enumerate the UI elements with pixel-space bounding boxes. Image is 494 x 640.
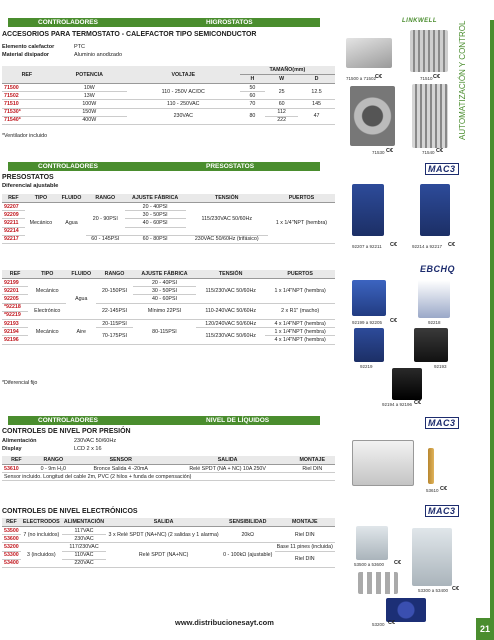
nivel-electronico-table [2,518,335,568]
table-cell: Agua [66,279,96,320]
table-cell: 20 - 40PSI [125,203,186,211]
table-cell: 20-115PSI [96,319,133,327]
heater-large-photo [412,84,448,148]
col-header: REF [2,194,25,203]
col-header: SENSIBILIDAD [221,518,275,527]
table-cell: 92209 [2,211,25,219]
table-cell: 60 [240,92,265,100]
table-row [2,465,335,473]
ce-mark: C€ [414,400,422,406]
table-cell: 30 - 50PSI [125,211,186,219]
col-header: SALIDA [106,518,221,527]
footnote: *Diferencial fijo [2,380,38,386]
section-title: CONTROLES DE NIVEL POR PRESIÓN [2,428,131,435]
table-cell: 53400 [2,559,21,567]
col-header: FLUIDO [57,194,86,203]
col-header: SALIDA [166,456,290,465]
table-cell: 70-175PSI [96,328,133,344]
table-cell: 30 - 50PSI [133,287,196,295]
table-cell: 117VAC [62,527,106,535]
ce-mark: C€ [375,74,383,80]
ce-mark: C€ [448,242,456,248]
section-subtitle: Diferencial ajustable [2,183,59,189]
section-title: CONTROLES DE NIVEL ELECTRÓNICOS [2,508,138,515]
table-cell: Agua [57,203,86,244]
table-cell: 92199 [2,279,28,287]
col-header: AJUSTE FÁBRICA [125,194,186,203]
col-header: TAMAÑO(mm) [240,66,335,75]
table-cell: 220VAC [62,559,106,567]
table-cell: 71500 [2,84,52,92]
col-header: MONTAJE [290,456,335,465]
table-row [2,473,335,481]
table-cell: 92217 [2,235,25,243]
table-cell: 70 [240,100,265,108]
table-row [2,270,335,279]
ce-mark: C€ [452,586,460,592]
table-row [2,108,335,116]
level-sensor-photo [428,448,434,484]
col-header: W [265,75,298,84]
table-cell: 71540* [2,116,52,124]
table-cell: 80-115PSI [133,319,196,344]
caption: 53610 [426,488,439,493]
band-left-label: CONTROLADORES [38,417,98,424]
col-header: VOLTAJE [127,66,240,84]
col-header: TENSIÓN [186,194,268,203]
caption: 92193 [434,364,447,369]
table-cell: 0 - 9m H₂0 [31,465,76,473]
side-category-label: AUTOMATIZACIÓN Y CONTROL [458,20,467,140]
col-header: TIPO [25,194,57,203]
ce-mark: C€ [386,148,394,154]
table-row [2,518,335,527]
table-cell: 150W [52,108,127,116]
band-right-label: PRESOSTATOS [206,163,255,170]
table-cell: 7 (no incluidos) [21,527,62,543]
heater-small-photo [346,38,392,68]
caption: 92207 a 92211 [352,244,382,249]
ebchq-logo: EBCHQ [420,264,456,274]
table-cell: Bronce Salida 4 -20mA [76,465,166,473]
table-cell: Mecánico [25,203,57,244]
table-cell: 117/230VAC [62,543,106,551]
ce-mark: C€ [394,560,402,566]
heater-fins-photo [410,30,448,72]
footer-url[interactable]: www.distribucionesayt.com [175,618,274,627]
table-cell: 71502 [2,92,52,100]
table-row [2,279,335,287]
table-cell: 4 x 1/4"NPT (hembra) [265,319,335,327]
table-row [2,84,335,92]
section-band-higrostatos [8,18,320,27]
table-cell: 120/240VAC 50/60Hz [196,319,265,327]
table-cell: 230VAC 50/60Hz (trifásico) [186,235,268,243]
caption: 92218 [428,320,441,325]
col-header: REF [2,270,28,279]
table-cell: 115/230VAC 50/60Hz [196,279,265,304]
col-header: AJUSTE FÁBRICA [133,270,196,279]
table-cell: 230VAC [127,108,240,124]
table-cell: 3 x Relé SPDT (NA+NC) (2 salidas y 1 alarma) [106,527,221,543]
socket-base-photo [386,598,426,622]
presostatos-table [2,194,335,244]
pressostat-electronic-photo [418,280,450,318]
spec-material: Material disipador Aluminio anodizado [2,52,123,58]
ce-mark: C€ [433,74,441,80]
caption: 53500 a 53600 [354,562,385,567]
band-right-label: NIVEL DE LÍQUIDOS [206,417,270,424]
col-header: TENSIÓN [196,270,265,279]
table-cell: 53600 [2,535,21,543]
table-cell [125,227,186,235]
table-cell: Aire [66,319,96,344]
table-cell: Relé SPDT (NA+NC) [106,543,221,568]
level-relay-photo [356,526,388,560]
table-cell: 50 [240,84,265,92]
nivel-presion-table [2,456,335,481]
table-cell: 2 x R1" (macho) [265,303,335,319]
table-cell: 1 x 1/4"NPT (hembra) [268,203,335,244]
table-cell: 40 - 60PSI [125,219,186,227]
section-title: ACCESORIOS PARA TERMOSTATO - CALEFACTOR TIPO SEMICONDUCTOR [2,31,257,38]
table-cell: 92193 [2,319,28,327]
page-number: 21 [476,618,494,640]
table-cell: 53300 [2,551,21,559]
table-cell: 20kΩ [221,527,275,543]
footnote: *Ventilador incluido [2,133,48,139]
band-left-label: CONTROLADORES [38,163,98,170]
table-cell: 60 - 80PSI [125,235,186,243]
col-header: REF [2,66,52,84]
col-header: TIPO [28,270,66,279]
table-cell: 112 [265,108,298,116]
ce-mark: C€ [436,148,444,154]
col-header: D [298,75,335,84]
caption: 71510 [420,76,433,81]
col-header: POTENCIA [52,66,127,84]
col-header: MONTAJE [275,518,335,527]
table-cell: 92205 [2,295,28,303]
mac3-logo: MAC3 [425,418,459,428]
table-cell: Base 11 pines (incluida) [275,543,335,551]
col-header: REF [2,518,21,527]
table-cell: *92219 [2,311,28,319]
table-cell: Riel DIN [290,465,335,473]
electrodes-photo [358,572,398,594]
table-cell: 40 - 60PSI [133,295,196,303]
table-row [2,66,335,75]
section-title: PRESOSTATOS [2,174,54,181]
table-row [2,543,335,551]
table-cell: 71510 [2,100,52,108]
col-header: RANGO [31,456,76,465]
caption: 53300 a 53400 [418,588,449,593]
table-cell: Mínimo 22PSI [133,303,196,319]
table-cell: 53200 [2,543,21,551]
mac3-logo: MAC3 [425,164,459,174]
table-cell: 100W [52,100,127,108]
ce-mark: C€ [390,318,398,324]
table-cell: 110 - 250VAC [127,100,240,108]
col-header: ALIMENTACIÓN [62,518,106,527]
table-cell: 4 x 1/4"NPT (hembra) [265,336,335,344]
table-cell: 47 [298,108,335,124]
col-header: PUERTOS [265,270,335,279]
caption: 71500 a 71502 [346,76,377,81]
caption: 53200 [372,622,385,627]
table-row [2,527,335,535]
table-cell: 115/230VAC 50/60Hz [186,203,268,236]
linkwell-logo: LINKWELL [402,18,437,24]
pressostat-photo [354,328,384,362]
table-row [2,100,335,108]
table-cell: 71530* [2,108,52,116]
col-header: FLUIDO [66,270,96,279]
table-cell: 53610 [2,465,31,473]
table-row [2,303,335,311]
table-cell: 92214 [2,227,25,235]
table-cell: Riel DIN [275,551,335,567]
spec-alimentacion: Alimentación 230VAC 50/60Hz [2,438,117,444]
table-cell: 110VAC [62,551,106,559]
table-cell: 115/230VAC 50/60Hz [196,328,265,344]
table-cell: 1 x 1/4"NPT (hembra) [265,328,335,336]
section-band-nivel [8,416,320,425]
table-cell: 25 [265,84,298,100]
heater-fan-photo [350,86,395,146]
section-band-presostatos [8,162,320,171]
col-header: RANGO [86,194,125,203]
caption: 92219 [360,364,373,369]
spec-display: Display LCD 2 x 16 [2,446,102,452]
table-cell: 92196 [2,336,28,344]
presostatos-table-2 [2,270,335,345]
table-cell: 400W [52,116,127,124]
table-cell: 20 - 40PSI [133,279,196,287]
table-cell: Electrónico [28,303,66,319]
table-row [2,194,335,203]
table-cell: 60 - 145PSI [86,235,125,243]
table-cell: 230VAC [62,535,106,543]
pressostat-photo [392,368,422,400]
table-cell: 10W [52,84,127,92]
caption: 71540 [422,150,435,155]
table-cell: 110 - 250V AC/DC [127,84,240,100]
table-cell: 222 [265,116,298,124]
table-cell: 13W [52,92,127,100]
table-cell: 22-145PSI [96,303,133,319]
table-cell: 1 x 1/4"NPT (hembra) [265,279,335,304]
mac3-logo: MAC3 [425,506,459,516]
col-header: PUERTOS [268,194,335,203]
table-cell: 92194 [2,328,28,336]
pressostat-photo [420,184,450,236]
table-row [2,203,335,211]
pressostat-photo [352,280,386,316]
table-cell: Mecánico [28,319,66,344]
table-cell: Sensor incluido. Longitud del cable 2m, PVC (2 hilos + funda de compensación) [2,473,335,481]
table-cell: Mecánico [28,279,66,304]
table-cell: 60 [265,100,298,108]
col-header: H [240,75,265,84]
col-header: REF [2,456,31,465]
spec-elemento: Elemento calefactor PTC [2,44,85,50]
col-header: SENSOR [76,456,166,465]
band-right-label: HIGROSTATOS [206,19,253,26]
caption: 71530 [372,150,385,155]
ce-mark: C€ [390,242,398,248]
table-cell: Riel DIN [275,527,335,543]
table-cell: *92218 [2,303,28,311]
table-cell: 110-240VAC 50/60Hz [196,303,265,319]
side-stripe [490,20,494,620]
table-cell: 20 - 90PSI [86,203,125,236]
table-cell: Relé SPDT (NA + NC) 10A 250V [166,465,290,473]
table-cell: 92211 [2,219,25,227]
table-cell: 80 [240,108,265,124]
table-row [2,456,335,465]
heater-table [2,66,335,125]
caption: 92214 a 92217 [412,244,443,249]
level-relay-photo [412,528,452,586]
ce-mark: C€ [388,620,396,626]
table-cell: 53500 [2,527,21,535]
table-cell: 92207 [2,203,25,211]
band-left-label: CONTROLADORES [38,19,98,26]
col-header: ELECTRODOS [21,518,62,527]
table-cell: 12.5 [298,84,335,100]
table-cell: 145 [298,100,335,108]
ce-mark: C€ [440,486,448,492]
table-cell: 3 (incluidos) [21,543,62,568]
table-cell: 20-150PSI [96,279,133,304]
table-cell: 92201 [2,287,28,295]
pressostat-photo [414,328,448,362]
level-controller-photo [352,440,414,486]
table-cell: 0 - 100kΩ (ajustable) [221,543,275,568]
pressostat-photo [352,184,384,236]
caption: 92199 a 92205 [352,320,383,325]
caption: 92194 a 92196 [382,402,413,407]
table-row [2,319,335,327]
col-header: RANGO [96,270,133,279]
